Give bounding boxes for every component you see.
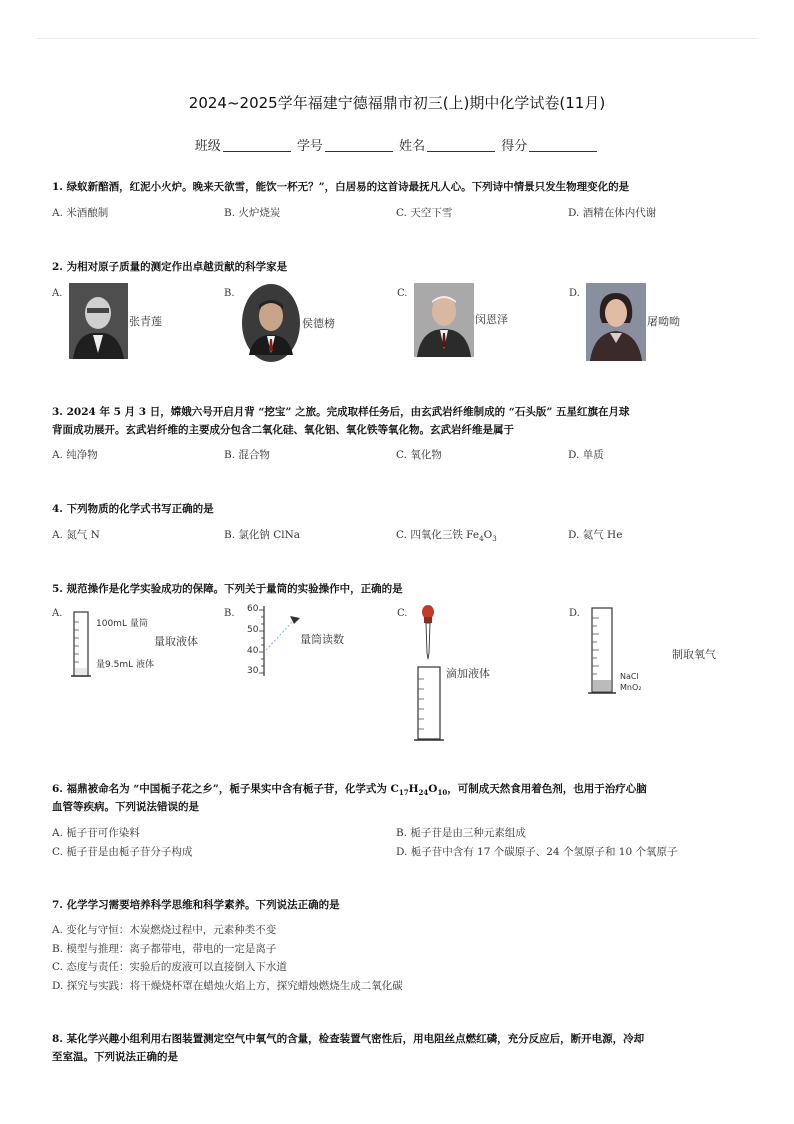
question-7-text: 7. 化学学习需要培养科学思维和科学素养。下列说法正确的是 (52, 899, 340, 911)
scientist-photo-a (69, 283, 128, 359)
scientist-name-c: 闵恩泽 (475, 313, 508, 326)
question-1-text: 1. 绿蚁新醅酒，红泥小火炉。晚来天欲雪，能饮一杯无？”，白居易的这首诗最抚凡人心。下列诗中情景只发生物理变化的是 (52, 181, 630, 193)
q5-b-tick-60: 60 (247, 604, 259, 614)
q5-b-tick-50: 50 (247, 625, 259, 635)
q5-b-caption: 量筒读数 (300, 633, 344, 646)
scientist-name-d: 屠呦呦 (647, 315, 680, 328)
q3-option-a[interactable]: A. 纯净物 (52, 449, 98, 461)
q3-option-d[interactable]: D. 单质 (568, 449, 604, 461)
q6-line-1-start: 6. 福鼎被命名为 “中国栀子花之乡”，栀子果实中含有栀子苷，化学式为 C (52, 783, 399, 795)
q7-option-c[interactable]: C. 态度与责任：实验后的废液可以直接倒入下水道 (52, 961, 287, 973)
q7-option-a[interactable]: A. 变化与守恒：木炭燃烧过程中，元素种类不变 (52, 924, 277, 936)
q1-option-d[interactable]: D. 酒精在体内代谢 (568, 207, 657, 219)
scientist-photo-b (241, 283, 301, 363)
class-blank[interactable] (223, 139, 291, 152)
id-label: 学号 (296, 139, 323, 154)
scientist-name-b: 侯德榜 (302, 317, 335, 330)
scientist-name-a: 张青莲 (129, 315, 162, 328)
q5-option-d-letter[interactable]: D. (569, 608, 580, 619)
q6-oxygen-symbol: O (428, 783, 438, 795)
q7-option-d[interactable]: D. 探究与实践：将干燥烧杯罩在蜡烛火焰上方，探究蜡烛燃烧生成二氧化碳 (52, 979, 403, 992)
q4-option-d[interactable]: D. 氦气 He (568, 529, 623, 541)
q6-carbon-count: 17 (398, 788, 409, 798)
q5-a-caption: 量取液体 (154, 635, 198, 648)
q5-d-chemical-1: NaCl (620, 672, 639, 681)
q3-option-c[interactable]: C. 氧化物 (396, 449, 442, 461)
q5-d-chemical-2: MnO₂ (620, 683, 642, 692)
q4-option-c-sub-1: 4 (479, 535, 484, 544)
question-7-options (52, 921, 754, 995)
page-title: 2024~2025学年福建宁德福鼎市初三(上)期中化学试卷(11月) (188, 94, 606, 112)
student-info-line (0, 135, 794, 154)
q6-hydrogen-count: 24 (418, 788, 429, 798)
q6-line-1-end: ，可制成天然食用着色剂，也用于治疗心脑 (447, 783, 647, 795)
q2-option-d-letter[interactable]: D. (569, 288, 580, 299)
q2-option-b-letter[interactable]: B. (224, 288, 235, 299)
q5-a-cylinder-label: 100mL 量筒 (96, 619, 148, 629)
q6-oxygen-count: 10 (437, 788, 448, 798)
class-label: 班级 (194, 139, 221, 154)
scientist-photo-c (414, 283, 474, 357)
q6-hydrogen-symbol: H (408, 783, 419, 795)
q5-c-caption: 滴加液体 (446, 667, 490, 680)
q6-option-c[interactable]: C. 栀子苷是由栀子苷分子构成 (52, 846, 193, 858)
scientist-photo-d (586, 283, 646, 361)
question-8-line-1: 8. 某化学兴趣小组利用右图装置测定空气中氧气的含量，检查装置气密性后，用电阻丝点燃红磷，充分反应后，断开电源，冷却 (52, 1033, 645, 1045)
score-label: 得分 (501, 139, 528, 154)
name-label: 姓名 (399, 139, 426, 154)
graduated-cylinder-a-icon (68, 608, 98, 682)
question-3-line-1: 3. 2024 年 5 月 3 日，嫦娥六号开启月背 “挖宝” 之旅。完成取样任务后，由玄武岩纤维制成的 “石头版” 五星红旗在月球 (52, 406, 630, 418)
q2-option-a-letter[interactable]: A. (52, 288, 63, 299)
q4-option-c-text: C. 四氧化三铁 Fe (396, 529, 480, 541)
q4-option-c[interactable] (396, 527, 497, 543)
q5-option-a-letter[interactable]: A. (52, 608, 63, 619)
question-8-line-2: 至室温。下列说法正确的是 (52, 1051, 178, 1063)
q2-option-c-letter[interactable]: C. (397, 288, 408, 299)
q6-option-d[interactable]: D. 栀子苷中含有 17 个碳原子、24 个氢原子和 10 个氧原子 (396, 846, 678, 858)
top-divider (36, 38, 758, 39)
q5-d-caption: 制取氧气 (672, 648, 716, 661)
q5-a-volume-label: 量9.5mL 液体 (96, 660, 154, 670)
q1-option-b[interactable]: B. 火炉烧炭 (224, 207, 281, 219)
q1-option-c[interactable]: C. 天空下雪 (396, 207, 453, 219)
id-blank[interactable] (325, 139, 393, 152)
question-6-line-2: 血管等疾病。下列说法错误的是 (52, 801, 199, 813)
q7-option-b[interactable]: B. 模型与推理：离子都带电，带电的一定是离子 (52, 942, 277, 955)
q6-option-a[interactable]: A. 栀子苷可作染料 (52, 827, 140, 839)
name-blank[interactable] (427, 139, 495, 152)
score-blank[interactable] (529, 139, 597, 152)
question-4-text: 4. 下列物质的化学式书写正确的是 (52, 503, 214, 515)
question-5-text: 5. 规范操作是化学实验成功的保障。下列关于量筒的实验操作中，正确的是 (52, 583, 403, 595)
q4-option-a[interactable]: A. 氮气 N (52, 529, 100, 541)
q4-option-b[interactable]: B. 氯化钠 ClNa (224, 529, 301, 541)
q5-b-tick-30: 30 (247, 666, 259, 676)
q4-option-c-sub-2: 3 (492, 535, 497, 544)
question-3-line-2: 背面成功展开。玄武岩纤维的主要成分包含二氧化硅、氧化铝、氧化铁等氧化物。玄武岩纤维是属于 (52, 424, 514, 436)
q6-option-b[interactable]: B. 栀子苷是由三种元素组成 (396, 827, 526, 839)
q5-b-tick-40: 40 (247, 646, 259, 656)
q4-option-c-o: O (483, 529, 493, 541)
q3-option-b[interactable]: B. 混合物 (224, 449, 270, 461)
q5-option-c-letter[interactable]: C. (397, 608, 408, 619)
q1-option-a[interactable]: A. 米酒酿制 (52, 207, 109, 219)
question-2-text: 2. 为相对原子质量的测定作出卓越贡献的科学家是 (52, 261, 288, 273)
q5-option-b-letter[interactable]: B. (224, 608, 235, 619)
